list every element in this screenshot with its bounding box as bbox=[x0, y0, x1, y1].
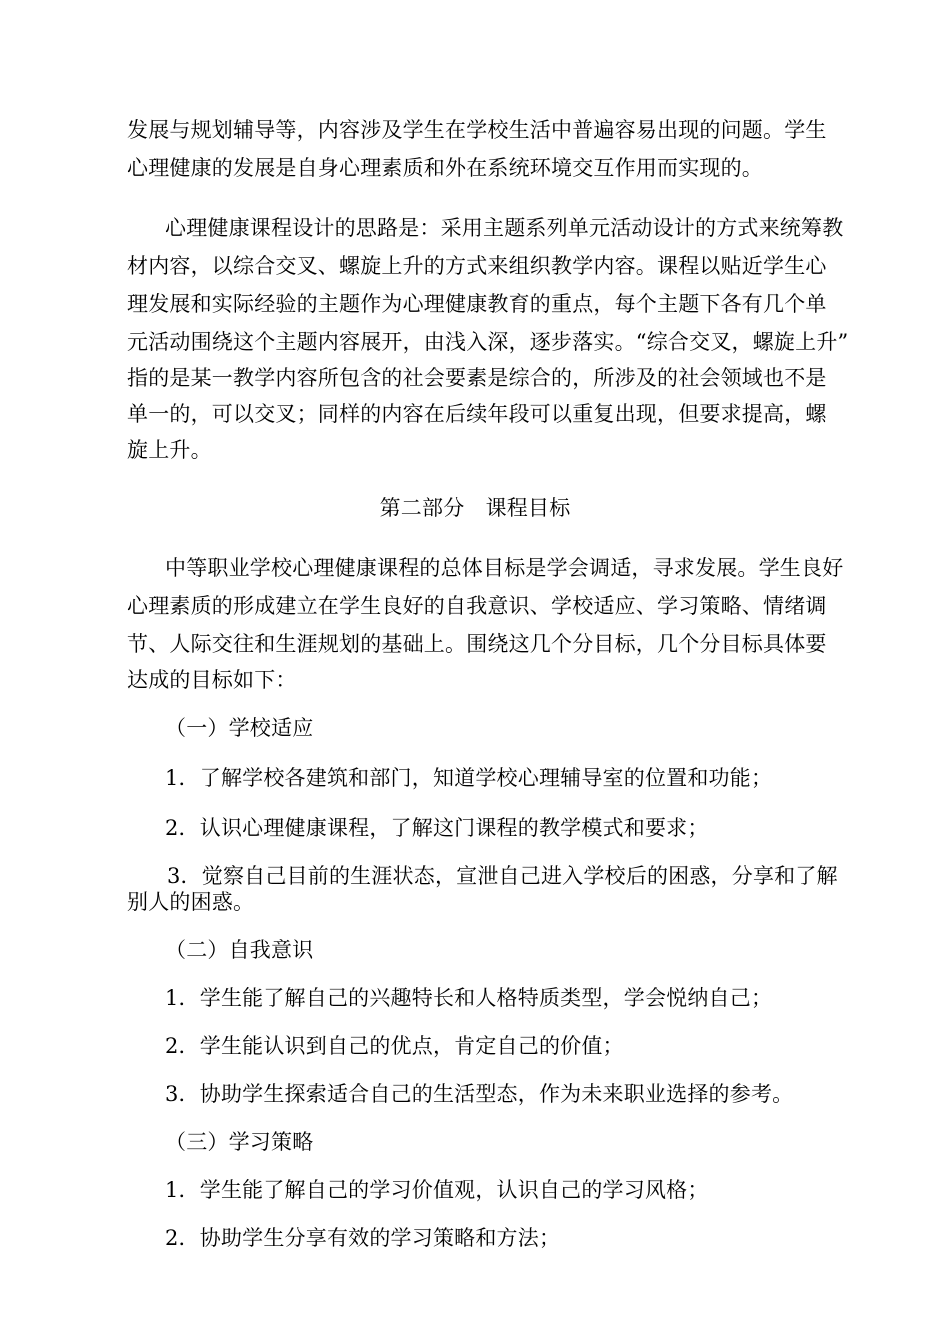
list-item: 3．协助学生探索适合自己的生活型态，作为未来职业选择的参考。 bbox=[165, 1082, 794, 1106]
list-item: 1．了解学校各建筑和部门，知道学校心理辅导室的位置和功能； bbox=[165, 766, 773, 790]
paragraph-line: 发展与规划辅导等，内容涉及学生在学校生活中普遍容易出现的问题。学生 bbox=[127, 118, 827, 142]
list-item: 2．学生能认识到自己的优点，肯定自己的价值； bbox=[165, 1034, 624, 1058]
paragraph-line: 中等职业学校心理健康课程的总体目标是学会调适，寻求发展。学生良好 bbox=[165, 556, 844, 580]
list-item-continuation: 别人的困惑。 bbox=[127, 890, 255, 914]
list-item: 2．协助学生分享有效的学习策略和方法； bbox=[165, 1226, 561, 1250]
paragraph-line: 指的是某一教学内容所包含的社会要素是综合的，所涉及的社会领域也不是 bbox=[127, 366, 827, 390]
paragraph-line: 单一的，可以交叉；同样的内容在后续年段可以重复出现，但要求提高，螺 bbox=[127, 402, 827, 426]
paragraph-line: 心理素质的形成建立在学生良好的自我意识、学校适应、学习策略、情绪调 bbox=[127, 594, 827, 618]
paragraph-line: 心理健康的发展是自身心理素质和外在系统环境交互作用而实现的。 bbox=[127, 156, 763, 180]
paragraph-line: 元活动围绕这个主题内容展开，由浅入深，逐步落实。“综合交叉，螺旋上升” bbox=[127, 330, 849, 354]
list-item: 3．觉察自己目前的生涯状态，宣泄自己进入学校后的困惑，分享和了解 bbox=[167, 864, 838, 888]
subsection-heading: （二）自我意识 bbox=[165, 938, 314, 962]
list-item: 1．学生能了解自己的兴趣特长和人格特质类型，学会悦纳自己； bbox=[165, 986, 773, 1010]
paragraph-line: 心理健康课程设计的思路是：采用主题系列单元活动设计的方式来统筹教 bbox=[165, 216, 844, 240]
section-heading: 第二部分 课程目标 bbox=[379, 496, 571, 520]
paragraph-line: 理发展和实际经验的主题作为心理健康教育的重点，每个主题下各有几个单 bbox=[127, 292, 827, 316]
paragraph-line: 材内容，以综合交叉、螺旋上升的方式来组织教学内容。课程以贴近学生心 bbox=[127, 254, 827, 278]
list-item: 2．认识心理健康课程，了解这门课程的教学模式和要求； bbox=[165, 816, 709, 840]
subsection-heading: （一）学校适应 bbox=[165, 716, 314, 740]
paragraph-line: 达成的目标如下： bbox=[127, 668, 297, 692]
subsection-heading: （三）学习策略 bbox=[165, 1130, 314, 1154]
paragraph-line: 节、人际交往和生涯规划的基础上。围绕这几个分目标，几个分目标具体要 bbox=[127, 632, 827, 656]
list-item: 1．学生能了解自己的学习价值观，认识自己的学习风格； bbox=[165, 1178, 709, 1202]
paragraph-line: 旋上升。 bbox=[127, 438, 212, 462]
